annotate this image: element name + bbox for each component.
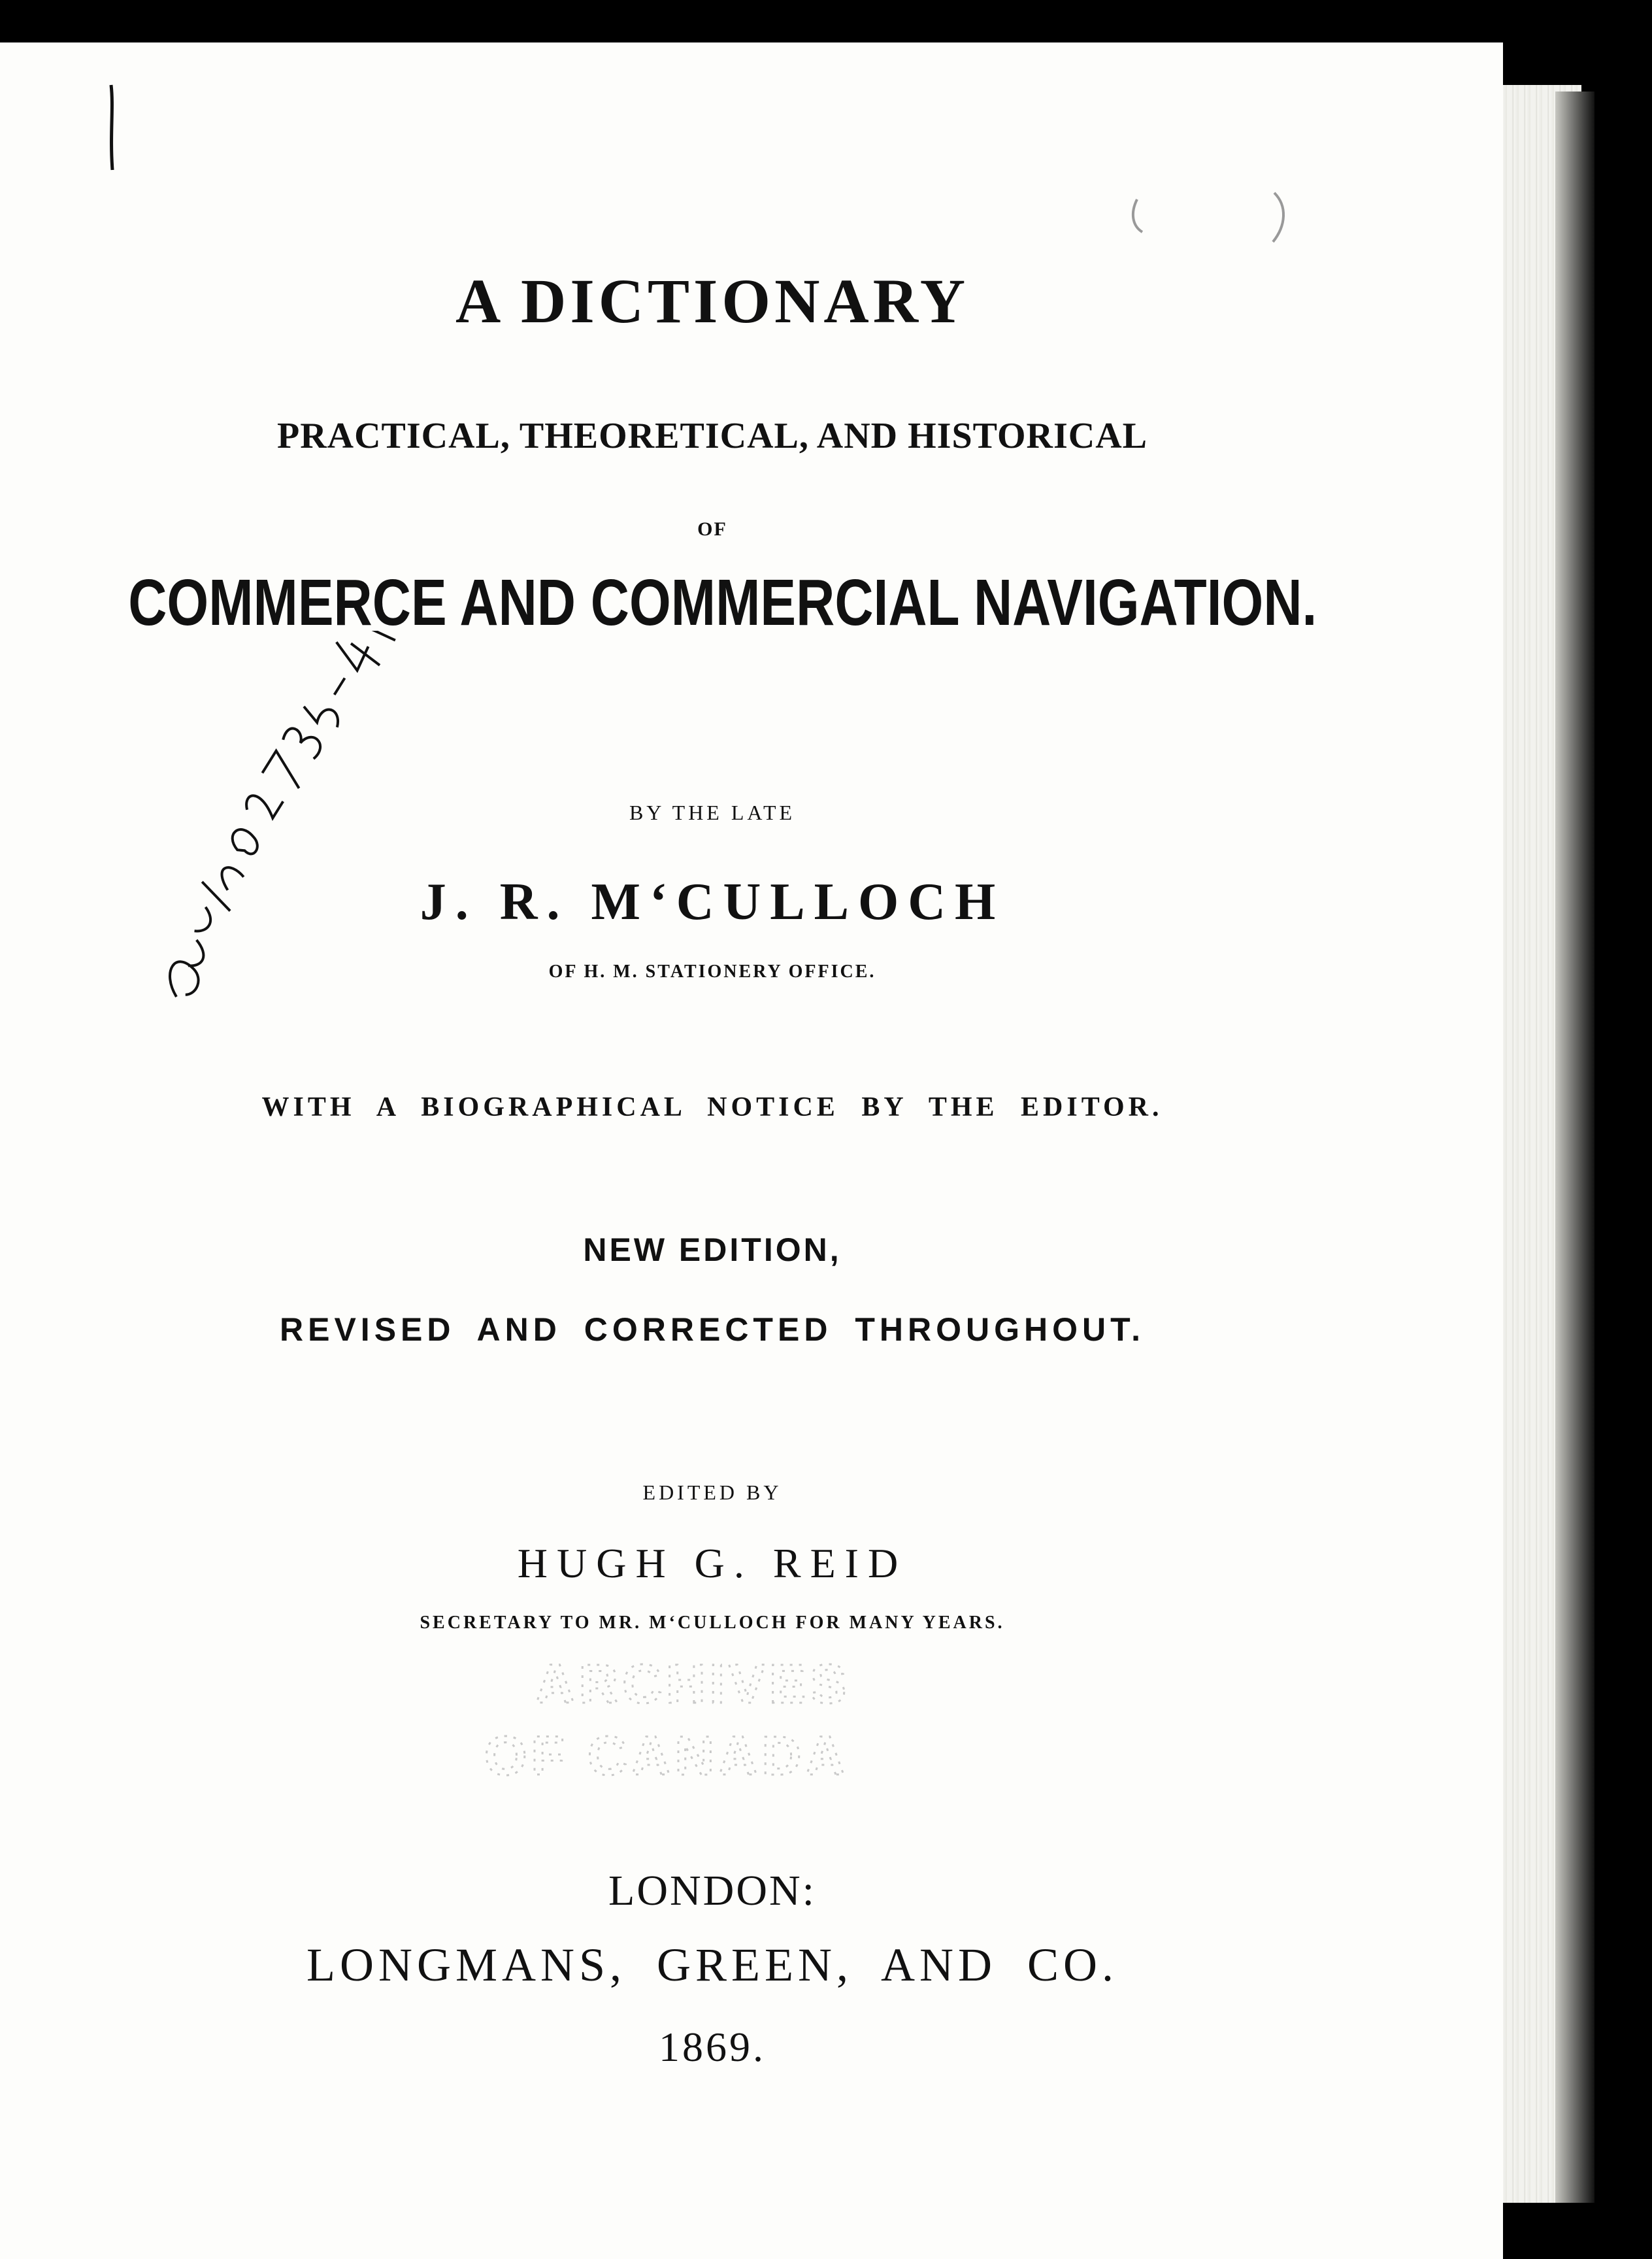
stamp-line-2: OF CANADA [484, 1725, 849, 1786]
publication-year: 1869. [659, 2024, 766, 2070]
editor-role: SECRETARY TO MR. M‘CULLOCH FOR MANY YEARS. [420, 1613, 1005, 1633]
handwriting-group [137, 631, 408, 1003]
publisher-name: LONGMANS, GREEN, AND CO. [306, 1939, 1119, 1991]
margin-pencil-mark [98, 82, 124, 173]
library-perforation-stamp [353, 1650, 941, 1794]
title-connector: OF [697, 518, 727, 540]
author-name: J. R. M‘CULLOCH [420, 873, 1005, 931]
biographical-notice: WITH A BIOGRAPHICAL NOTICE BY THE EDITOR. [261, 1092, 1163, 1122]
handwritten-catalogue-number [137, 631, 503, 1036]
stamp-line-1: ARCHIVES [535, 1653, 851, 1715]
publication-city: LONDON: [608, 1867, 816, 1915]
book-subject: COMMERCE AND COMMERCIAL NAVIGATION. [128, 566, 1317, 639]
revision-note: REVISED AND CORRECTED THROUGHOUT. [280, 1311, 1145, 1348]
editor-name: HUGH G. REID [517, 1540, 908, 1586]
title-page [0, 42, 1503, 2259]
edition-note: NEW EDITION, [583, 1231, 842, 1268]
book-edge-shadow [1555, 92, 1594, 2203]
corner-pencil-mark [1124, 180, 1307, 258]
book-title: A DICTIONARY [455, 266, 970, 336]
edited-by-label: EDITED BY [642, 1481, 782, 1504]
book-subtitle: PRACTICAL, THEORETICAL, AND HISTORICAL [277, 416, 1148, 456]
author-affiliation: OF H. M. STATIONERY OFFICE. [548, 962, 876, 982]
by-line: BY THE LATE [629, 801, 796, 824]
